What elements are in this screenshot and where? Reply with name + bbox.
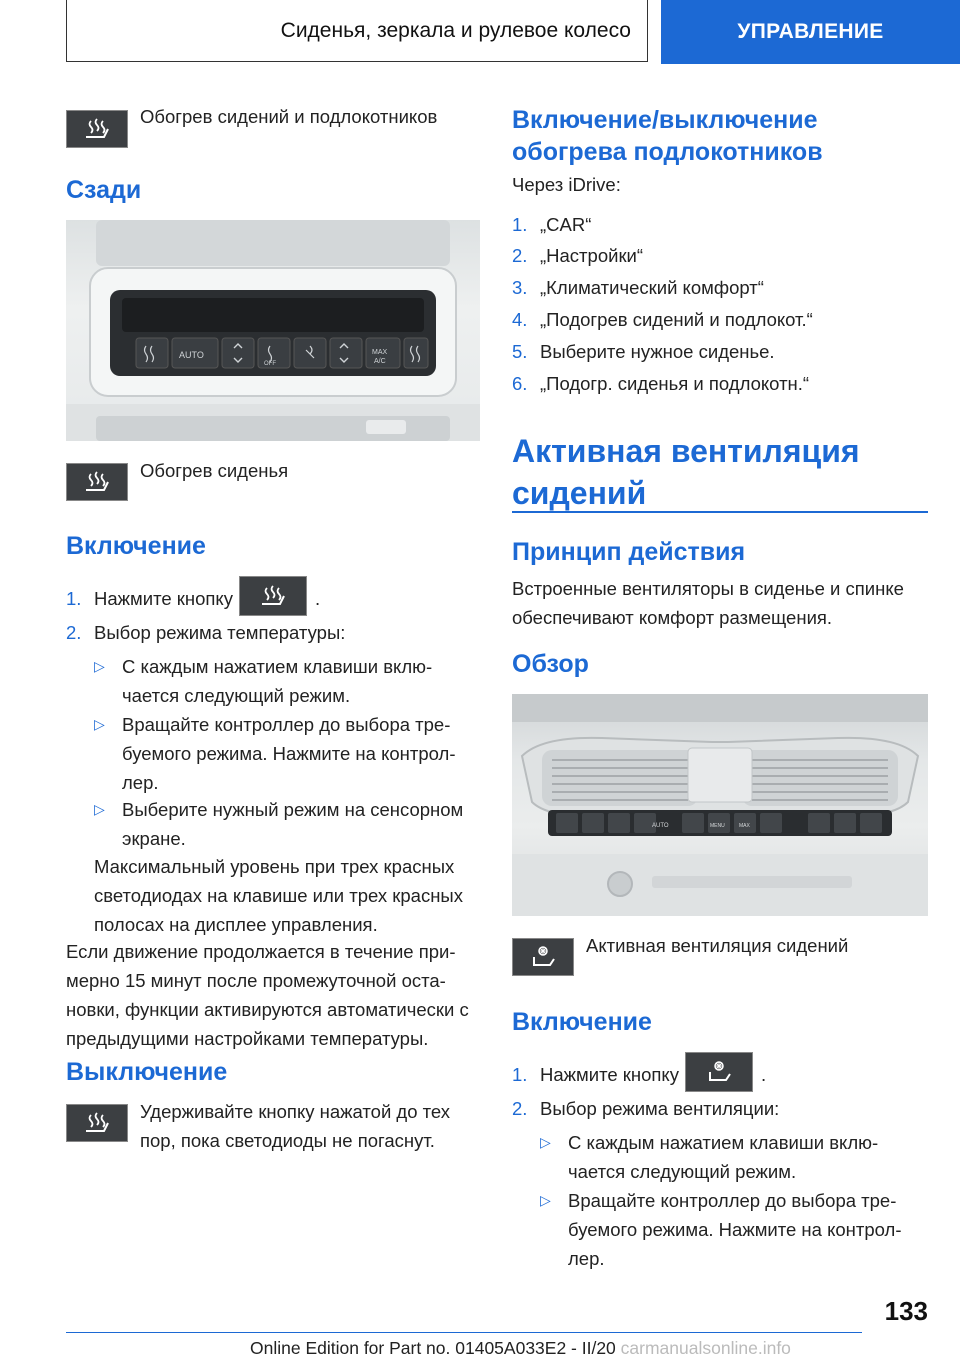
chapter-tab[interactable]: УПРАВЛЕНИЕ [661, 0, 960, 64]
heading-rule [512, 511, 928, 513]
ventilation-heading: Активная вентиляция сидений [512, 433, 860, 511]
via-idrive-text: Через iDrive: [512, 174, 621, 195]
continue-note: Если движение продолжается в течение при-мерно 15 минут после промежуточной оста-новки, функции активируются автоматически с предыдущими настройками температуры. [66, 941, 469, 1049]
front-climate-panel-photo [512, 694, 928, 916]
seat-heating-caption: Обогрев сиденья [140, 460, 289, 481]
overview-heading: Обзор [512, 650, 589, 678]
panel-ac-label: A/C [374, 358, 386, 365]
seat-ventilation-icon [512, 938, 574, 976]
panel-auto-label: AUTO [179, 350, 204, 360]
seat-heating-button-icon [239, 576, 307, 616]
footer-edition: Online Edition for Part no. 01405A033E2 - II/20 carmanualsonline.info [250, 1338, 791, 1358]
seat-heating-icon [66, 110, 128, 148]
armrest-heating-heading: Включение/выключение обогрева подлокотников [512, 106, 823, 166]
section-title: Сиденья, зеркала и рулевое колесо [66, 0, 648, 62]
switch-off-text: Удерживайте кнопку нажатой до тех пор, пока светодиоды не погаснут. [140, 1101, 451, 1151]
panel-off-label: OFF [264, 361, 276, 367]
triangle-bullet-icon: ▷ [94, 801, 105, 817]
panel-max-label: MAX [372, 349, 388, 356]
seat-heating-icon [66, 463, 128, 501]
principle-heading: Принцип действия [512, 538, 746, 566]
triangle-bullet-icon: ▷ [540, 1134, 551, 1150]
footer-rule [66, 1332, 862, 1333]
switch-on-heading: Включение [66, 532, 206, 560]
rear-climate-panel-photo [66, 220, 480, 441]
triangle-bullet-icon: ▷ [94, 658, 105, 674]
page-number: 133 [884, 1296, 928, 1326]
rear-heading: Сзади [66, 176, 142, 204]
triangle-bullet-icon: ▷ [540, 1192, 551, 1208]
panel-menu-label: MENU [710, 823, 725, 829]
panel-max-label: MAX [739, 823, 750, 829]
page-header [0, 0, 960, 68]
seat-ventilation-button-icon [685, 1052, 753, 1092]
panel-auto-label: AUTO [652, 823, 669, 829]
max-level-note: Максимальный уровень при трех красных светодиодах на клавише или трех красных полосах на дисплее управления. [94, 856, 463, 935]
ventilation-caption: Активная вентиляция сидений [586, 935, 849, 956]
seat-heating-icon [66, 1104, 128, 1142]
watermark: carmanualsonline.info [620, 1338, 791, 1358]
switch-off-heading: Выключение [66, 1058, 228, 1086]
armrest-heating-caption: Обогрев сидений и подлокотников [140, 106, 438, 127]
switch-on-heading: Включение [512, 1008, 652, 1036]
triangle-bullet-icon: ▷ [94, 716, 105, 732]
principle-text: Встроенные вентиляторы в сиденье и спинке обеспечивают комфорт размещения. [512, 578, 904, 628]
